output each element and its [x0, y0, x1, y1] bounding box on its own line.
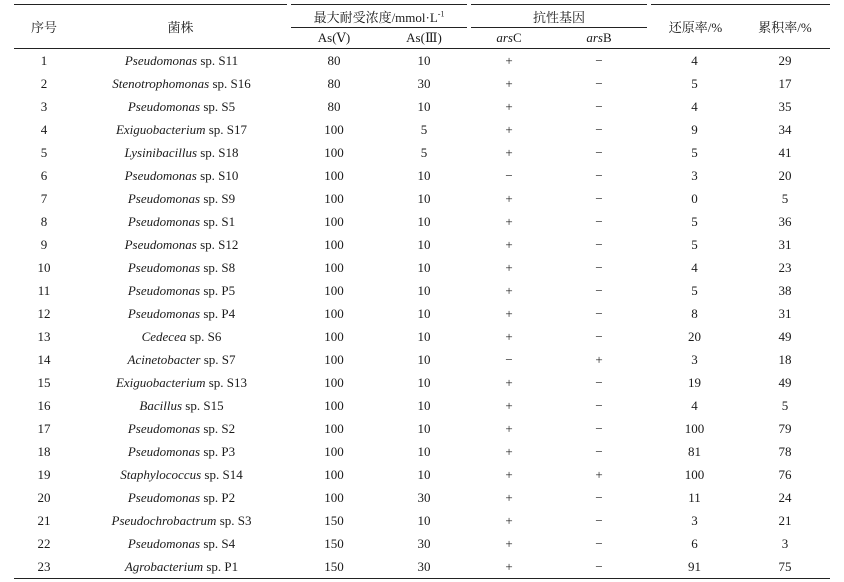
- cell-as3: 10: [417, 305, 431, 321]
- strain-genus: Pseudomonas: [127, 213, 201, 229]
- cell-arsc: +: [505, 282, 513, 298]
- header-arsc-tail: C: [512, 30, 522, 45]
- strain-genus: Pseudomonas: [127, 489, 201, 505]
- cell-arsb: −: [595, 259, 603, 275]
- table-row: [14, 440, 830, 463]
- cell-arsc: +: [505, 305, 513, 321]
- cell-as3: 10: [417, 190, 431, 206]
- cell-as5: 100: [324, 259, 344, 275]
- cell-strain: [74, 49, 289, 73]
- table-row: [14, 118, 830, 141]
- cell-strain: [74, 210, 289, 233]
- cell-reduction: 4: [691, 98, 698, 114]
- cell-no: 14: [37, 351, 51, 367]
- cell-arsc: +: [469, 555, 549, 579]
- cell-strain: [74, 440, 289, 463]
- cell-as3: 30: [417, 489, 431, 505]
- cell-strain: [74, 233, 289, 256]
- table-row: [14, 486, 830, 509]
- table-row: [14, 302, 830, 325]
- cell-as5: 100: [324, 420, 344, 436]
- cell-reduction: 19: [688, 374, 702, 390]
- cell-no: 21: [37, 512, 51, 528]
- cell-accumulation: 24: [778, 489, 792, 505]
- cell-as5: 100: [324, 397, 344, 413]
- cell-arsc: +: [505, 512, 513, 528]
- cell-accumulation: 38: [778, 282, 792, 298]
- cell-arsc: +: [505, 98, 513, 114]
- cell-accumulation: 34: [778, 121, 792, 137]
- strain-genus: Pseudomonas: [124, 167, 197, 183]
- cell-no: 17: [37, 420, 51, 436]
- table-row: [14, 233, 830, 256]
- strain-id: sp. S9: [203, 190, 236, 206]
- cell-arsb: −: [595, 512, 603, 528]
- cell-arsc: +: [505, 236, 513, 252]
- header-arsb: [549, 28, 649, 49]
- strain-genus: Pseudomonas: [127, 535, 201, 551]
- cell-strain: [74, 555, 289, 579]
- table-row: [14, 256, 830, 279]
- cell-no: 10: [37, 259, 51, 275]
- cell-arsc: +: [505, 328, 513, 344]
- header-genes-group: 抗性基因: [469, 5, 649, 28]
- cell-as3: 10: [417, 98, 431, 114]
- strain-genus: Pseudomonas: [127, 190, 201, 206]
- table-row: [14, 532, 830, 555]
- header-reduction: 还原率/%: [649, 5, 740, 49]
- cell-as5: 100: [324, 236, 344, 252]
- header-tolerance-sup: -1: [437, 9, 445, 19]
- cell-no: 22: [37, 535, 51, 551]
- cell-arsc: +: [505, 466, 513, 482]
- cell-strain: [74, 95, 289, 118]
- cell-no: 5: [40, 144, 48, 160]
- table-body: [14, 49, 830, 579]
- cell-no: 12: [37, 305, 51, 321]
- cell-accumulation: 17: [778, 75, 792, 91]
- cell-as5: 150: [324, 512, 344, 528]
- cell-as3: 10: [417, 259, 431, 275]
- strain-id: sp. S2: [203, 420, 236, 436]
- cell-as5: 100: [324, 213, 344, 229]
- cell-reduction: 20: [688, 328, 702, 344]
- cell-as3: 10: [417, 236, 431, 252]
- strain-table: [14, 4, 830, 579]
- strain-genus: Pseudomonas: [127, 98, 201, 114]
- cell-arsc: +: [505, 420, 513, 436]
- cell-arsb: −: [595, 282, 603, 298]
- strain-id: sp. S4: [203, 535, 236, 551]
- cell-accumulation: 20: [778, 167, 792, 183]
- cell-strain: [74, 72, 289, 95]
- strain-genus: Pseudomonas: [127, 259, 201, 275]
- cell-accumulation: 23: [778, 259, 792, 275]
- cell-arsc: +: [505, 489, 513, 505]
- table-row: [14, 463, 830, 486]
- cell-as5: 80: [327, 52, 341, 68]
- strain-id: sp. S13: [208, 374, 248, 390]
- cell-as5: 150: [289, 555, 379, 579]
- cell-as3: 10: [417, 512, 431, 528]
- strain-id: sp. P1: [206, 558, 239, 574]
- cell-no: 8: [40, 213, 48, 229]
- cell-accumulation: 49: [778, 374, 792, 390]
- cell-strain: [74, 187, 289, 210]
- strain-id: sp. S17: [208, 121, 248, 137]
- cell-arsc: +: [505, 190, 513, 206]
- strain-genus: Pseudomonas: [127, 443, 201, 459]
- cell-accumulation: 5: [781, 190, 789, 206]
- cell-arsc: +: [505, 144, 513, 160]
- cell-as5: 100: [324, 466, 344, 482]
- cell-arsb: −: [595, 328, 603, 344]
- cell-no: 1: [40, 52, 48, 68]
- cell-accumulation: 75: [740, 555, 830, 579]
- cell-no: 19: [37, 466, 51, 482]
- strain-id: sp. S15: [185, 397, 224, 413]
- cell-reduction: 5: [691, 144, 698, 160]
- cell-as5: 100: [324, 190, 344, 206]
- strain-id: sp. S7: [203, 351, 236, 367]
- cell-arsb: −: [595, 190, 603, 206]
- strain-genus: Pseudochrobactrum: [111, 512, 217, 528]
- cell-accumulation: 29: [778, 52, 792, 68]
- strain-genus: Bacillus: [139, 397, 183, 413]
- table-row: [14, 325, 830, 348]
- strain-id: sp. S11: [200, 52, 239, 68]
- cell-as3: 10: [417, 52, 431, 68]
- cell-as5: 100: [324, 374, 344, 390]
- cell-arsc: +: [505, 374, 513, 390]
- cell-no: 23: [14, 555, 74, 579]
- cell-reduction: 5: [691, 282, 698, 298]
- cell-strain: [74, 279, 289, 302]
- cell-arsb: −: [595, 489, 603, 505]
- cell-no: 13: [37, 328, 51, 344]
- cell-no: 3: [40, 98, 48, 114]
- cell-reduction: 100: [684, 466, 705, 482]
- strain-genus: Stenotrophomonas: [112, 75, 210, 91]
- cell-strain: [74, 486, 289, 509]
- cell-as3: 10: [417, 397, 431, 413]
- strain-genus: Pseudomonas: [127, 420, 201, 436]
- cell-as3: 5: [420, 121, 428, 137]
- cell-as3: 30: [417, 535, 431, 551]
- cell-arsb: −: [595, 121, 603, 137]
- table-row: [14, 348, 830, 371]
- cell-as3: 10: [417, 466, 431, 482]
- cell-arsc: −: [505, 351, 513, 367]
- strain-genus: Pseudomonas: [127, 282, 201, 298]
- cell-accumulation: 78: [778, 443, 792, 459]
- cell-arsc: +: [505, 443, 513, 459]
- cell-strain: [74, 256, 289, 279]
- cell-no: 7: [40, 190, 48, 206]
- cell-accumulation: 3: [781, 535, 789, 551]
- cell-accumulation: 21: [778, 512, 792, 528]
- cell-reduction: 8: [691, 305, 698, 321]
- table-row: [14, 141, 830, 164]
- cell-strain: [74, 118, 289, 141]
- cell-reduction: 5: [691, 75, 698, 91]
- cell-no: 9: [40, 236, 48, 252]
- cell-no: 11: [37, 282, 51, 298]
- cell-arsc: +: [505, 75, 513, 91]
- strain-genus: Staphylococcus: [120, 466, 202, 482]
- header-as5: As(Ⅴ): [289, 28, 379, 49]
- cell-reduction: 100: [684, 420, 705, 436]
- table-row: [14, 417, 830, 440]
- cell-accumulation: 18: [778, 351, 792, 367]
- cell-as5: 100: [324, 351, 344, 367]
- cell-arsb: −: [595, 420, 603, 436]
- cell-arsb: −: [595, 236, 603, 252]
- strain-id: sp. S6: [189, 328, 222, 344]
- cell-arsc: +: [505, 397, 513, 413]
- cell-as5: 100: [324, 443, 344, 459]
- cell-strain: [74, 371, 289, 394]
- cell-reduction: 11: [688, 489, 701, 505]
- cell-no: 15: [37, 374, 51, 390]
- cell-arsb: +: [595, 351, 603, 367]
- cell-strain: [74, 394, 289, 417]
- cell-arsc: +: [505, 121, 513, 137]
- cell-arsb: −: [595, 167, 603, 183]
- cell-as5: 100: [324, 489, 344, 505]
- cell-arsb: −: [595, 52, 603, 68]
- cell-reduction: 81: [688, 443, 702, 459]
- table-row: [14, 371, 830, 394]
- cell-arsb: −: [595, 75, 603, 91]
- cell-as3: 10: [417, 167, 431, 183]
- cell-arsb: −: [595, 213, 603, 229]
- strain-genus: Lysinibacillus: [124, 144, 197, 160]
- cell-arsb: −: [595, 443, 603, 459]
- strain-id: sp. P2: [203, 489, 236, 505]
- header-arsc: [469, 28, 549, 49]
- cell-as5: 100: [324, 121, 344, 137]
- cell-reduction: 6: [691, 535, 698, 551]
- cell-arsb: +: [595, 466, 603, 482]
- cell-arsb: −: [595, 98, 603, 114]
- header-tolerance-label: 最大耐受浓度/mmol·L: [313, 9, 438, 25]
- cell-as5: 150: [324, 535, 344, 551]
- table-row: [14, 95, 830, 118]
- cell-as5: 80: [327, 75, 341, 91]
- cell-as3: 10: [417, 351, 431, 367]
- cell-as3: 10: [417, 328, 431, 344]
- cell-as3: 10: [417, 420, 431, 436]
- strain-id: sp. S3: [219, 512, 252, 528]
- strain-genus: Exiguobacterium: [115, 121, 206, 137]
- cell-arsb: −: [595, 535, 603, 551]
- cell-strain: [74, 164, 289, 187]
- cell-as3: 30: [417, 75, 431, 91]
- strain-genus: Exiguobacterium: [115, 374, 206, 390]
- strain-genus: Cedecea: [141, 328, 187, 344]
- cell-arsb: −: [595, 374, 603, 390]
- cell-strain: [74, 532, 289, 555]
- strain-id: sp. S14: [204, 466, 243, 482]
- cell-reduction: 0: [691, 190, 698, 206]
- cell-accumulation: 79: [778, 420, 792, 436]
- strain-id: sp. P3: [203, 443, 236, 459]
- cell-reduction: 4: [691, 397, 698, 413]
- cell-strain: [74, 463, 289, 486]
- strain-genus: Pseudomonas: [124, 236, 197, 252]
- cell-as3: 10: [417, 443, 431, 459]
- cell-as3: 10: [417, 213, 431, 229]
- cell-accumulation: 49: [778, 328, 792, 344]
- strain-id: sp. S10: [200, 167, 239, 183]
- strain-genus: Agrobacterium: [124, 558, 204, 574]
- cell-strain: [74, 325, 289, 348]
- table-row: [14, 555, 830, 579]
- cell-as3: 30: [379, 555, 469, 579]
- cell-no: 18: [37, 443, 51, 459]
- strain-id: sp. S18: [200, 144, 239, 160]
- strain-id: sp. P5: [203, 282, 236, 298]
- cell-accumulation: 31: [778, 236, 792, 252]
- cell-arsb: −: [595, 397, 603, 413]
- strain-id: sp. S5: [203, 98, 236, 114]
- cell-strain: [74, 141, 289, 164]
- cell-accumulation: 35: [778, 98, 792, 114]
- strain-genus: Acinetobacter: [127, 351, 201, 367]
- cell-reduction: 3: [691, 512, 698, 528]
- cell-as5: 100: [324, 144, 344, 160]
- cell-reduction: 5: [691, 213, 698, 229]
- cell-arsc: −: [505, 167, 513, 183]
- cell-accumulation: 5: [781, 397, 789, 413]
- cell-as5: 100: [324, 282, 344, 298]
- table-row: [14, 210, 830, 233]
- header-arsb-ital: ars: [586, 30, 603, 45]
- table-row: [14, 164, 830, 187]
- header-accumulation: 累积率/%: [740, 5, 830, 49]
- table-row: [14, 187, 830, 210]
- header-strain: 菌株: [74, 5, 289, 49]
- strain-id: sp. S1: [203, 213, 236, 229]
- header-arsc-ital: ars: [496, 30, 513, 45]
- cell-arsc: +: [505, 213, 513, 229]
- cell-strain: [74, 348, 289, 371]
- cell-no: 2: [40, 75, 48, 91]
- cell-as3: 5: [420, 144, 428, 160]
- strain-id: sp. P4: [203, 305, 236, 321]
- cell-no: 6: [40, 167, 48, 183]
- cell-arsc: +: [505, 52, 513, 68]
- strain-id: sp. S12: [200, 236, 239, 252]
- cell-as5: 100: [324, 167, 344, 183]
- cell-accumulation: 36: [778, 213, 792, 229]
- cell-reduction: 3: [691, 167, 698, 183]
- header-tolerance-group: [289, 5, 469, 28]
- cell-no: 20: [37, 489, 51, 505]
- cell-no: 16: [37, 397, 51, 413]
- cell-strain: [74, 417, 289, 440]
- cell-as3: 10: [417, 374, 431, 390]
- cell-reduction: 9: [691, 121, 698, 137]
- cell-as5: 100: [324, 328, 344, 344]
- cell-arsb: −: [595, 144, 603, 160]
- cell-reduction: 3: [691, 351, 698, 367]
- cell-strain: [74, 302, 289, 325]
- table-row: [14, 394, 830, 417]
- cell-arsb: −: [595, 305, 603, 321]
- cell-as5: 80: [327, 98, 341, 114]
- cell-accumulation: 76: [778, 466, 792, 482]
- strain-genus: Pseudomonas: [127, 305, 201, 321]
- table-header: [14, 5, 830, 49]
- cell-as3: 10: [417, 282, 431, 298]
- cell-as5: 100: [324, 305, 344, 321]
- cell-reduction: 91: [649, 555, 740, 579]
- strain-genus: Pseudomonas: [124, 52, 198, 68]
- table-row: [14, 509, 830, 532]
- cell-strain: [74, 509, 289, 532]
- header-no: 序号: [14, 5, 74, 49]
- strain-id: sp. S8: [203, 259, 236, 275]
- cell-accumulation: 31: [778, 305, 792, 321]
- table-row: [14, 279, 830, 302]
- cell-reduction: 5: [691, 236, 698, 252]
- cell-arsc: +: [505, 535, 513, 551]
- cell-accumulation: 41: [778, 144, 792, 160]
- cell-arsb: −: [549, 555, 649, 579]
- cell-reduction: 4: [691, 259, 698, 275]
- table-row: [14, 49, 830, 73]
- cell-reduction: 4: [691, 52, 698, 68]
- cell-arsc: +: [505, 259, 513, 275]
- strain-id: sp. S16: [212, 75, 251, 91]
- header-arsb-tail: B: [603, 30, 612, 45]
- header-as3: As(Ⅲ): [379, 28, 469, 49]
- cell-no: 4: [40, 121, 48, 137]
- table-row: [14, 72, 830, 95]
